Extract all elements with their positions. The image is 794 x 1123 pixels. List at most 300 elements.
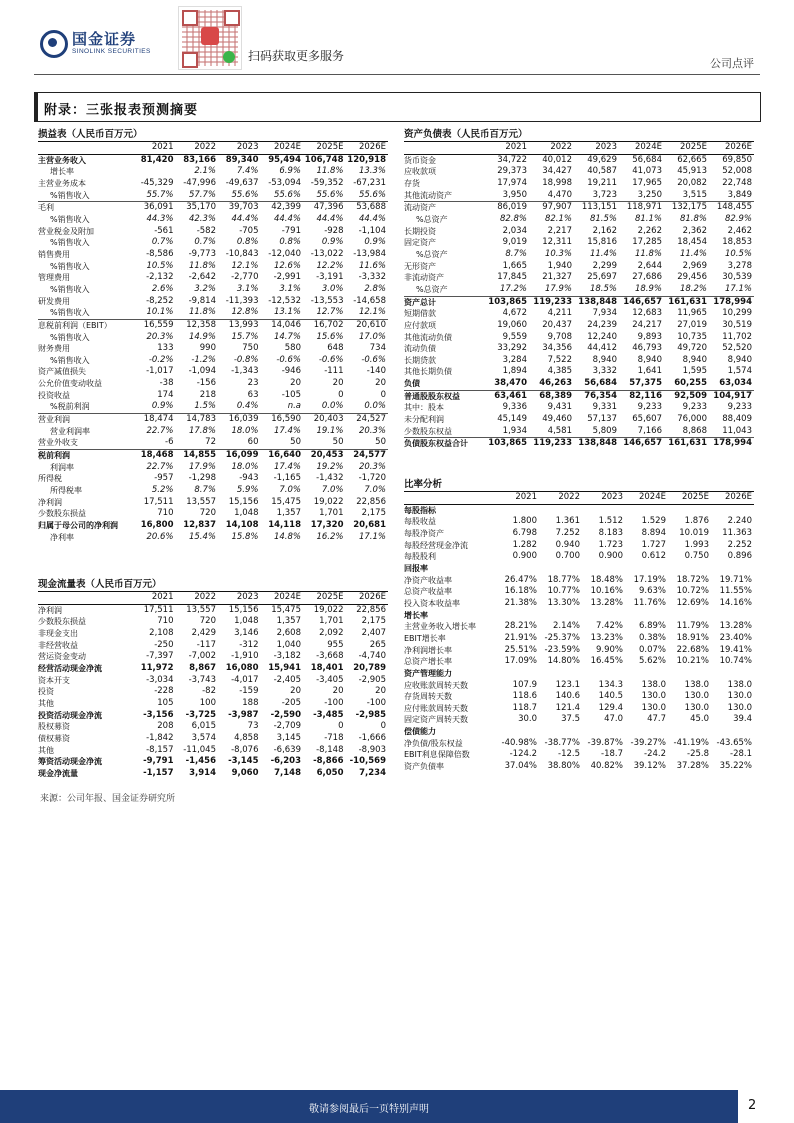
table-row: [38, 616, 388, 628]
value-cell: 130.0: [641, 702, 666, 713]
table-row: [404, 261, 754, 273]
row-label: 流动资产: [404, 202, 484, 214]
value-cell: 30,519: [722, 319, 752, 330]
value-cell: 17.4%: [273, 461, 301, 472]
table-row: [404, 691, 754, 703]
table-row: [404, 178, 754, 190]
value-cell: 17,974: [497, 177, 527, 188]
value-cell: 3,849: [727, 189, 752, 200]
value-cell: 7.0%: [321, 485, 344, 496]
value-cell: -0.6%: [318, 354, 344, 365]
table-row: [404, 332, 754, 344]
value-cell: [133, 166, 176, 178]
value-cell: 1,040: [276, 639, 301, 650]
value-cell: 17.4%: [273, 425, 301, 436]
value-cell: 3.1%: [236, 283, 259, 294]
value-cell: 9.63%: [638, 586, 666, 597]
table-row: [38, 745, 388, 757]
value-cell: 20,403: [303, 414, 346, 426]
year-header-cell: 2021: [496, 492, 539, 504]
value-cell: 11.8%: [188, 307, 216, 318]
value-cell: 1,574: [727, 366, 752, 377]
value-cell: 19.1%: [316, 425, 344, 436]
value-cell: 14,783: [176, 414, 219, 426]
value-cell: 14.16%: [719, 597, 752, 608]
value-cell: 56,684: [632, 154, 662, 165]
value-cell: 16.18%: [504, 586, 537, 597]
value-cell: 18.0%: [231, 425, 259, 436]
row-label: 销售费用: [38, 249, 70, 259]
value-cell: -2,985: [355, 709, 386, 720]
table-row: [404, 343, 754, 355]
value-cell: 1.5%: [194, 401, 216, 412]
value-cell: -1,456: [185, 756, 216, 767]
value-cell: 20: [332, 378, 344, 389]
page-number: 2: [748, 1098, 757, 1113]
value-cell: -6,639: [273, 744, 301, 755]
table-row: [38, 640, 388, 652]
value-cell: -140: [366, 366, 386, 377]
value-cell: 18,468: [133, 450, 176, 462]
value-cell: 720: [199, 616, 216, 627]
value-cell: -13,022: [310, 248, 344, 259]
value-cell: 12.1%: [231, 260, 259, 271]
table-row: [38, 497, 388, 509]
value-cell: 88,409: [722, 414, 752, 425]
value-cell: 17.09%: [504, 656, 537, 667]
value-cell: -67,231: [353, 177, 386, 188]
year-header-row: [38, 142, 388, 154]
value-cell: 12.6%: [273, 260, 301, 271]
table-row: [38, 178, 388, 190]
value-cell: 130.0: [684, 702, 709, 713]
value-cell: 8.183: [598, 527, 623, 538]
row-label: 营业利润率: [50, 426, 90, 436]
value-cell: 130.0: [641, 691, 666, 702]
value-cell: 20,681: [353, 520, 386, 530]
value-cell: 9,708: [547, 331, 572, 342]
value-cell: 12.2%: [316, 260, 344, 271]
value-cell: 14.7%: [273, 331, 301, 342]
header-blank-cell: [404, 492, 496, 504]
row-label: 负债: [404, 379, 420, 389]
value-cell: 9,559: [502, 331, 527, 342]
row-label: 管理费用: [38, 273, 70, 283]
table-row: [38, 733, 388, 745]
row-label: 净利润: [38, 497, 62, 507]
year-header-cell: 2024E: [625, 492, 668, 504]
table-row: [38, 154, 388, 166]
value-cell: 16,640: [261, 450, 304, 462]
row-label: 资本开支: [38, 675, 70, 685]
value-cell: 15.7%: [231, 331, 259, 342]
row-label: %销售收入: [50, 355, 90, 365]
value-cell: 3,950: [502, 189, 527, 200]
value-cell: 6.798: [512, 527, 537, 538]
value-cell: 9,431: [547, 402, 572, 413]
value-cell: 9,336: [502, 402, 527, 413]
row-label: 资产总计: [404, 296, 484, 308]
row-label: 流动负债: [404, 344, 436, 354]
row-label: 所得税率: [50, 486, 82, 496]
value-cell: 60: [247, 437, 259, 448]
row-label: 净利润增长率: [404, 645, 452, 655]
value-cell: -7,002: [188, 651, 216, 662]
value-cell: -2,905: [358, 674, 386, 685]
value-cell: [582, 726, 625, 738]
value-cell: 49,460: [542, 414, 572, 425]
value-cell: 18.5%: [589, 283, 617, 294]
company-logo: [40, 30, 151, 56]
value-cell: 42.3%: [188, 213, 216, 224]
value-cell: -4,740: [358, 651, 386, 662]
table-row: [404, 166, 754, 178]
value-cell: 55.6%: [231, 189, 259, 200]
table-row: [404, 703, 754, 715]
value-cell: 39.12%: [633, 761, 666, 772]
table-row: [38, 698, 388, 710]
value-cell: 2.14%: [552, 621, 580, 632]
value-cell: 18.72%: [676, 574, 709, 585]
value-cell: 9,233: [637, 402, 662, 413]
disclaimer-link[interactable]: 敬请参阅最后一页特别声明: [309, 1104, 429, 1115]
balance-sheet-title: 资产负债表（人民币百万元）: [404, 128, 754, 142]
value-cell: 20.3%: [146, 331, 174, 342]
row-label: 总资产收益率: [404, 587, 452, 597]
table-row: [404, 680, 754, 692]
value-cell: 72: [205, 437, 216, 448]
value-cell: 17.9%: [544, 283, 572, 294]
row-label: 应收账款周转天数: [404, 680, 468, 690]
value-cell: 34,427: [542, 166, 572, 177]
value-cell: 14.8%: [273, 531, 301, 542]
row-label: 存货: [404, 178, 420, 188]
value-cell: 52,520: [722, 343, 752, 354]
value-cell: 12.69%: [676, 597, 709, 608]
value-cell: 49,629: [587, 154, 617, 165]
value-cell: 41,073: [632, 166, 662, 177]
table-row: [404, 438, 754, 450]
value-cell: 44.4%: [358, 213, 386, 224]
value-cell: 55.6%: [358, 189, 386, 200]
value-cell: [539, 726, 582, 738]
value-cell: 10,735: [677, 331, 707, 342]
value-cell: 40,587: [587, 166, 617, 177]
balance-sheet-table: [404, 142, 754, 450]
value-cell: 1,048: [234, 508, 259, 519]
row-label: 少数股东权益: [404, 426, 452, 436]
value-cell: 11.8%: [634, 248, 662, 259]
value-cell: 22,856: [356, 496, 386, 507]
value-cell: 16,039: [218, 414, 261, 426]
value-cell: 138,848: [574, 296, 619, 308]
value-cell: 5.2%: [151, 485, 174, 496]
value-cell: 750: [242, 343, 259, 354]
value-cell: 8,940: [727, 354, 752, 365]
value-cell: 16,590: [261, 414, 304, 426]
table-row: [38, 319, 388, 331]
value-cell: 9,060: [231, 767, 259, 778]
value-cell: 118.6: [512, 691, 537, 702]
value-cell: 0: [380, 389, 386, 400]
table-row: [404, 551, 754, 563]
value-cell: 161,631: [664, 438, 709, 450]
year-header-cell: 2022: [529, 142, 574, 154]
value-cell: 37.04%: [504, 761, 537, 772]
row-label: 无形资产: [404, 261, 436, 271]
row-label: 应付款项: [404, 320, 436, 330]
table-row: [404, 355, 754, 367]
value-cell: -1,094: [188, 366, 216, 377]
year-header-cell: 2026E: [346, 592, 389, 604]
row-label: 未分配利润: [404, 415, 444, 425]
value-cell: 1.512: [598, 516, 623, 527]
page-header: [0, 0, 794, 78]
value-cell: 14,855: [176, 450, 219, 462]
value-cell: -3,668: [316, 651, 344, 662]
value-cell: -10,843: [225, 248, 259, 259]
value-cell: 7.0%: [279, 485, 301, 496]
value-cell: 710: [157, 508, 174, 519]
value-cell: 1,595: [682, 366, 707, 377]
value-cell: 2,608: [276, 627, 301, 638]
table-row: [38, 485, 388, 497]
value-cell: 10.72%: [676, 586, 709, 597]
value-cell: 134.3: [598, 679, 623, 690]
value-cell: 20: [375, 378, 386, 389]
row-label: 回报率: [404, 563, 428, 573]
value-cell: -4,017: [231, 674, 259, 685]
value-cell: -561: [154, 225, 174, 236]
header-blank-cell: [38, 142, 133, 154]
value-cell: 17.9%: [188, 461, 216, 472]
value-cell: 57,375: [629, 378, 662, 389]
value-cell: 60,255: [674, 378, 707, 389]
qr-code-icon[interactable]: [178, 6, 242, 70]
value-cell: -0.6%: [276, 354, 301, 365]
year-header-cell: 2025E: [303, 142, 346, 154]
table-row: [404, 237, 754, 249]
value-cell: 13,557: [186, 496, 216, 507]
value-cell: 13.3%: [358, 166, 386, 177]
value-cell: 17,320: [310, 520, 344, 530]
table-row: [404, 378, 754, 390]
value-cell: 11.79%: [676, 621, 709, 632]
value-cell: 0.900: [598, 551, 623, 562]
cashflow-statement-title: 现金流量表（人民币百万元）: [38, 578, 388, 592]
value-cell: 123.1: [555, 679, 580, 690]
value-cell: 11.4%: [679, 248, 707, 259]
value-cell: -1,432: [316, 473, 344, 484]
value-cell: 12,683: [632, 308, 662, 319]
value-cell: 10.019: [679, 527, 709, 538]
value-cell: 2,299: [592, 260, 617, 271]
table-row: [38, 426, 388, 438]
value-cell: 20,789: [353, 662, 386, 673]
year-header-cell: 2021: [133, 142, 176, 154]
table-row: [38, 272, 388, 284]
table-row: [404, 668, 754, 680]
value-cell: 13,557: [186, 604, 216, 615]
row-label: 普通股股东权益: [404, 390, 484, 402]
table-row: [404, 426, 754, 438]
document-type: 公司点评: [710, 57, 754, 70]
row-label: 债权募资: [38, 733, 70, 743]
value-cell: 40.82%: [590, 761, 623, 772]
value-cell: 19.71%: [719, 574, 752, 585]
value-cell: 14.80%: [547, 656, 580, 667]
value-cell: 20: [290, 686, 301, 697]
value-cell: -1,017: [146, 366, 174, 377]
value-cell: 21.91%: [504, 632, 537, 643]
value-cell: 0.700: [555, 551, 580, 562]
value-cell: -957: [154, 473, 174, 484]
value-cell: -6,203: [270, 756, 301, 767]
value-cell: 39.4: [733, 714, 752, 725]
row-label: 总资产增长率: [404, 657, 452, 667]
value-cell: 9,233: [727, 402, 752, 413]
value-cell: 50: [290, 437, 301, 448]
row-label: 营业税金及附加: [38, 226, 94, 236]
row-label: 其他: [38, 698, 54, 708]
value-cell: -582: [196, 225, 216, 236]
value-cell: -718: [324, 732, 344, 743]
value-cell: 6.89%: [638, 621, 666, 632]
table-row: [404, 226, 754, 238]
table-row: [404, 284, 754, 296]
value-cell: 18.77%: [547, 574, 580, 585]
value-cell: 18,998: [542, 177, 572, 188]
value-cell: 81.8%: [679, 213, 707, 224]
value-cell: [668, 563, 711, 575]
value-cell: 17,845: [497, 272, 527, 283]
value-cell: -1,104: [358, 225, 386, 236]
value-cell: 11.363: [722, 527, 752, 538]
value-cell: 140.5: [598, 691, 623, 702]
value-cell: 18,401: [310, 662, 344, 673]
table-row: [404, 249, 754, 261]
value-cell: 13.30%: [547, 597, 580, 608]
value-cell: 0.896: [727, 551, 752, 562]
table-row: [38, 663, 388, 675]
value-cell: 1,641: [637, 366, 662, 377]
value-cell: 178,994: [709, 438, 754, 450]
value-cell: 34,722: [497, 154, 527, 165]
row-label: %销售收入: [50, 308, 90, 318]
value-cell: -156: [196, 378, 216, 389]
value-cell: 16,099: [218, 450, 261, 462]
table-row: [38, 710, 388, 722]
table-row: [404, 214, 754, 226]
table-row: [404, 516, 754, 528]
value-cell: 81.1%: [634, 213, 662, 224]
value-cell: -13,553: [310, 295, 344, 306]
value-cell: 16,559: [133, 319, 176, 331]
income-statement-table: [38, 142, 388, 543]
value-cell: 16,800: [140, 520, 174, 530]
value-cell: 5,809: [592, 425, 617, 436]
value-cell: 82.9%: [724, 213, 752, 224]
value-cell: 12.8%: [231, 307, 259, 318]
value-cell: -82: [202, 686, 216, 697]
value-cell: 9,233: [682, 402, 707, 413]
value-cell: 103,865: [484, 296, 529, 308]
value-cell: 11.6%: [358, 260, 386, 271]
table-row: [38, 249, 388, 261]
value-cell: 3,723: [592, 189, 617, 200]
value-cell: 8,940: [637, 354, 662, 365]
row-label: %税前利润: [50, 402, 90, 412]
value-cell: 955: [327, 639, 344, 650]
table-row: [38, 332, 388, 344]
value-cell: 174: [157, 389, 174, 400]
value-cell: 113,151: [574, 202, 619, 214]
table-row: [404, 154, 754, 166]
value-cell: [711, 563, 754, 575]
value-cell: 47.0: [604, 714, 623, 725]
value-cell: [625, 610, 668, 622]
value-cell: 1,701: [319, 616, 344, 627]
value-cell: 45,913: [677, 166, 707, 177]
value-cell: 106,748: [304, 154, 344, 165]
value-cell: 25,697: [587, 272, 617, 283]
value-cell: 57.7%: [188, 189, 216, 200]
row-label: 息税前利润（EBIT）: [38, 319, 133, 331]
value-cell: -8,903: [358, 744, 386, 755]
value-cell: 0.7%: [151, 237, 174, 248]
value-cell: 9.90%: [595, 644, 623, 655]
value-cell: 68,389: [529, 390, 574, 402]
value-cell: 1.282: [512, 539, 537, 550]
value-cell: 29,456: [677, 272, 707, 283]
value-cell: 20.3%: [358, 461, 386, 472]
value-cell: 734: [369, 343, 386, 354]
value-cell: 14,108: [225, 520, 259, 530]
value-cell: 9,893: [637, 331, 662, 342]
value-cell: 0.900: [512, 551, 537, 562]
value-cell: 17,511: [143, 604, 174, 615]
table-row: [404, 402, 754, 414]
value-cell: [668, 726, 711, 738]
value-cell: 5.62%: [638, 656, 666, 667]
value-cell: 1.723: [598, 539, 623, 550]
value-cell: 2,162: [592, 225, 617, 236]
value-cell: 44,412: [587, 343, 617, 354]
value-cell: 17.2%: [499, 283, 527, 294]
value-cell: 20: [332, 686, 344, 697]
value-cell: 55.6%: [316, 189, 344, 200]
value-cell: 10,299: [722, 308, 752, 319]
value-cell: 0: [338, 721, 344, 732]
table-row: [38, 378, 388, 390]
value-cell: 138,848: [574, 438, 619, 450]
table-row: [404, 714, 754, 726]
value-cell: 2,262: [637, 225, 662, 236]
value-cell: 3,332: [592, 366, 617, 377]
value-cell: 42,399: [261, 202, 304, 214]
value-cell: 15.6%: [316, 331, 344, 342]
value-cell: 17.0%: [358, 331, 386, 342]
value-cell: 24,217: [632, 319, 662, 330]
value-cell: [668, 504, 711, 516]
value-cell: 1,934: [502, 425, 527, 436]
table-row: [404, 366, 754, 378]
value-cell: -3,485: [313, 709, 344, 720]
year-header-cell: 2022: [539, 492, 582, 504]
value-cell: 3,146: [234, 627, 259, 638]
value-cell: 0.8%: [236, 237, 259, 248]
value-cell: 36,091: [133, 202, 176, 214]
